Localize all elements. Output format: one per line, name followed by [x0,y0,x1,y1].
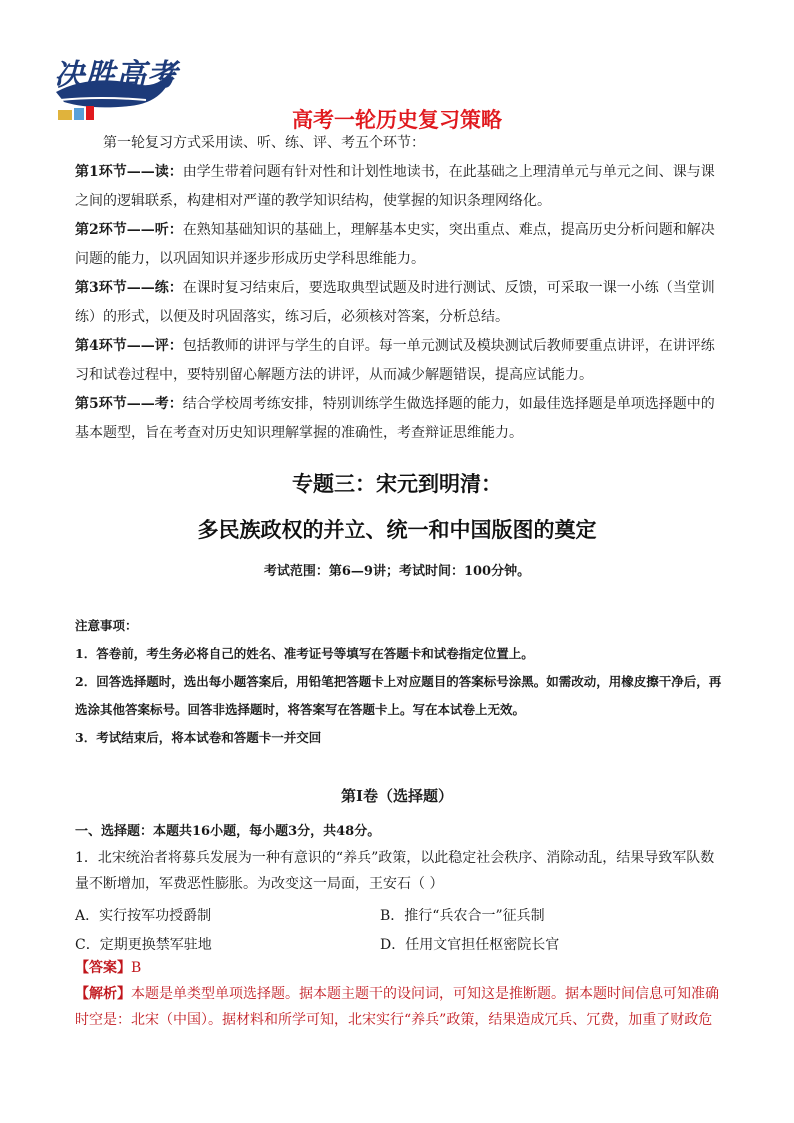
document-title: 高考一轮历史复习策略 [292,108,502,132]
topic-heading-line-2: 多民族政权的并立、统一和中国版图的奠定 [197,518,597,542]
analysis-label: 【解析】 [75,986,131,1002]
notes-title: 注意事项： [75,618,138,633]
question-options [75,900,725,958]
step-2 [75,216,725,274]
option-a: A．实行按军功授爵制 [75,907,212,924]
step-4-label: 第4环节——评： [75,338,183,354]
option-c: C．定期更换禁军驻地 [75,936,212,953]
step-1-label: 第1环节——读： [75,164,183,180]
step-5-text: 结合学校周考练安排，特别训练学生做选择题的能力，如最佳选择题是单项选择题中的基本题型，旨在考查对历史知识理解掌握的准确性，考查辩证思维能力。 [75,396,715,441]
step-2-label: 第2环节——听： [75,222,183,238]
step-4 [75,332,725,390]
intro-paragraph: 第一轮复习方式采用读、听、练、评、考五个环节： [103,135,425,151]
option-d: D．任用文官担任枢密院长官 [380,936,560,953]
question-section-header: 一、选择题：本题共16小题，每小题3分，共48分。 [75,824,381,839]
step-5-label: 第5环节——考： [75,396,183,412]
section-title: 第I卷（选择题） [340,787,454,805]
note-item-1: 1．答卷前，考生务必将自己的姓名、准考证号等填写在答题卡和试卷指定位置上。 [75,646,534,661]
answer [75,957,141,977]
step-3 [75,274,725,332]
option-b: B．推行“兵农合一”征兵制 [380,907,545,924]
topic-heading-line-1: 专题三：宋元到明清： [292,472,502,496]
answer-label: 【答案】 [75,960,131,976]
step-1-text: 由学生带着问题有针对性和计划性地读书，在此基础之上理清单元与单元之间、课与课之间的逻辑联系，构建相对严谨的教学知识结构，使掌握的知识条理网络化。 [75,164,715,209]
analysis-text: 本题是单类型单项选择题。据本题主题干的设问词，可知这是推断题。据本题时间信息可知准确时空是：北宋（中国）。据材料和所学可知，北宋实行“养兵”政策，结果造成冗兵、冗费，加重了财政危 [75,986,719,1028]
step-3-label: 第3环节——练： [75,280,183,296]
step-1 [75,158,725,216]
step-3-text: 在课时复习结束后，要选取典型试题及时进行测试、反馈，可采取一课一小练（当堂训练）的形式，以便及时巩固落实，练习后，必须核对答案，分析总结。 [75,280,715,325]
exam-range: 考试范围：第6—9讲；考试时间：100分钟。 [263,564,531,579]
logo-text: 决胜高考 [54,58,178,93]
step-5 [75,390,725,448]
note-item-2: 2．回答选择题时，选出每小题答案后，用铅笔把答题卡上对应题目的答案标号涂黑。如需改动，用橡皮擦干净后，再选涂其他答案标号。回答非选择题时，将答案写在答题卡上。写在本试卷上无效。 [75,674,722,717]
answer-value: B [131,960,142,976]
exam-notes [75,612,725,752]
step-4-text: 包括教师的讲评与学生的自评。每一单元测试及模块测试后教师要重点讲评，在讲评练习和试卷过程中，要特别留心解题方法的讲评，从而减少解题错误，提高应试能力。 [75,338,715,383]
question-stem: 1．北宋统治者将募兵发展为一种有意识的“养兵”政策，以此稳定社会秩序、消除动乱，结果导致军队数量不断增加，军费恶性膨胀。为改变这一局面，王安石（ ） [75,850,715,892]
step-2-text: 在熟知基础知识的基础上，理解基本史实，突出重点、难点，提高历史分析问题和解决问题的能力，以巩固知识并逐步形成历史学科思维能力。 [75,222,715,267]
note-item-3: 3．考试结束后，将本试卷和答题卡一并交回 [75,730,322,745]
analysis [75,981,725,1033]
